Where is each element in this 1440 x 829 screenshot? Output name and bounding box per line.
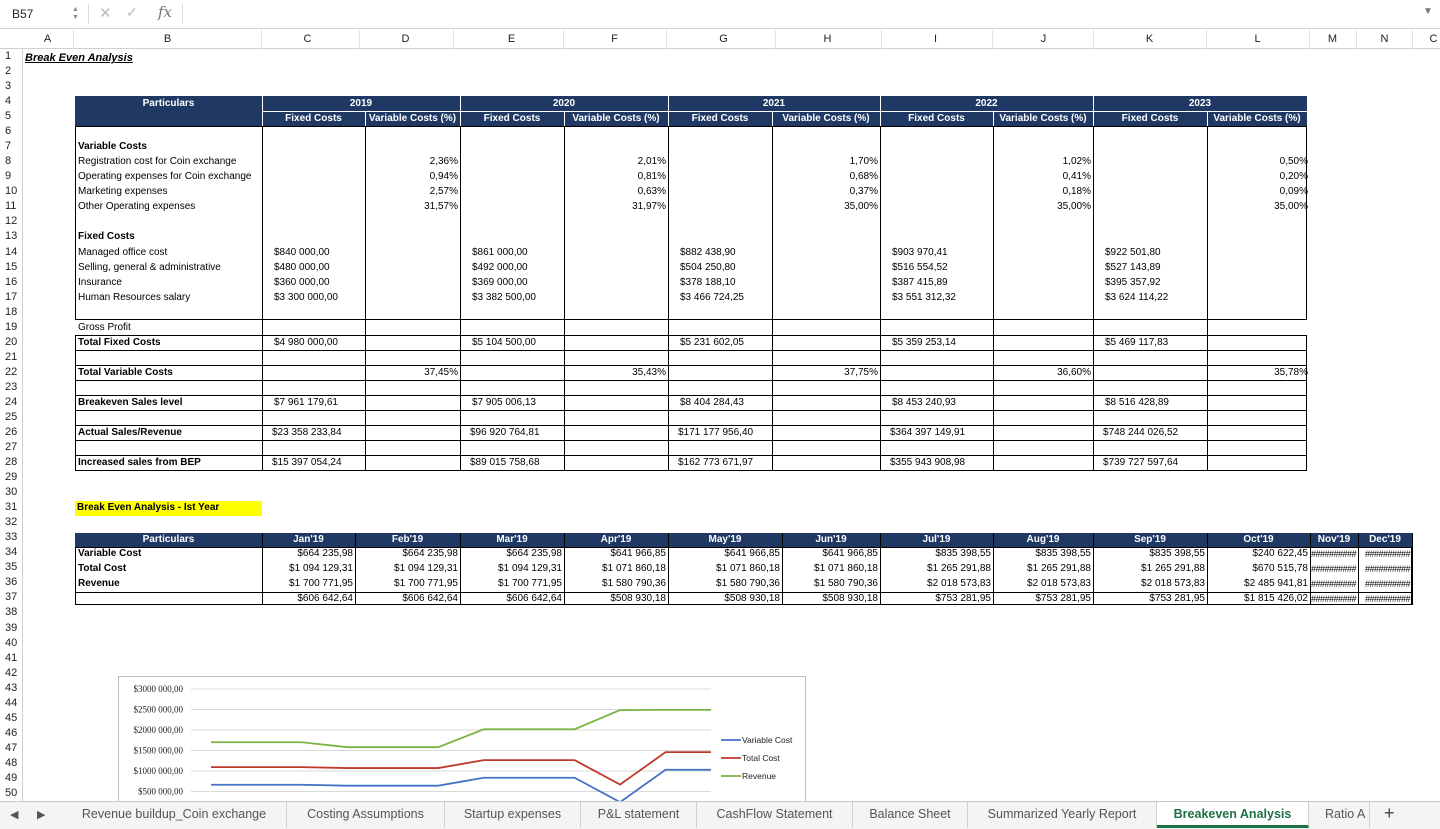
breakeven-value: $8 516 428,89 [1105, 396, 1169, 408]
legend-label: Total Cost [742, 753, 780, 763]
monthly-value: $508 930,18 [610, 593, 666, 605]
fixed-cost-value: $922 501,80 [1105, 246, 1161, 258]
total-fixed-value: $4 980 000,00 [274, 336, 338, 348]
row-label: Revenue [78, 578, 120, 590]
fixed-cost-value: $882 438,90 [680, 246, 736, 258]
row-header[interactable]: 13 [5, 230, 18, 243]
monthly-value: $835 398,55 [1035, 548, 1091, 560]
total-fixed-value: $5 359 253,14 [892, 336, 956, 348]
monthly-value: ########## [1310, 579, 1356, 590]
row-header[interactable]: 43 [5, 681, 18, 694]
row-header[interactable]: 2 [5, 65, 12, 78]
actual-sales-value: $364 397 149,91 [890, 427, 966, 438]
blank-row [75, 380, 1307, 396]
monthly-value: $508 930,18 [724, 593, 780, 605]
add-sheet-button[interactable]: + [1384, 803, 1395, 823]
fixed-cost-value: $360 000,00 [274, 276, 330, 288]
monthly-value: ########## [1310, 549, 1356, 560]
monthly-value: $2 485 941,81 [1244, 578, 1308, 590]
series-line-total-cost [211, 752, 711, 784]
month-header: Oct'19 [1243, 534, 1274, 546]
column-header-m[interactable]: M [1309, 30, 1357, 49]
variable-costs-header: Variable Costs (%) [782, 113, 870, 125]
month-header: Feb'19 [391, 534, 424, 546]
function-icon[interactable]: fx [158, 3, 173, 21]
monthly-value: $606 642,64 [402, 593, 458, 605]
sheet-tab-startup-expenses[interactable]: Startup expenses [445, 802, 581, 828]
year-header: 2020 [552, 98, 576, 110]
actual-sales-value: $748 244 026,52 [1103, 427, 1179, 438]
row-header[interactable]: 41 [5, 651, 18, 664]
variable-cost-value: 2,01% [637, 156, 666, 168]
fixed-cost-value: $840 000,00 [274, 246, 330, 258]
fixed-cost-value: $3 466 724,25 [680, 291, 744, 303]
row-header[interactable]: 40 [5, 636, 18, 649]
month-header: Mar'19 [496, 534, 528, 546]
row-label: Gross Profit [78, 321, 131, 333]
monthly-value: $835 398,55 [935, 548, 991, 560]
monthly-value: $1 265 291,88 [1141, 563, 1205, 575]
month-header: May'19 [708, 534, 742, 546]
column-header-a[interactable]: A [22, 30, 74, 49]
month-header: Jan'19 [293, 534, 324, 546]
column-header-bar [0, 30, 1440, 49]
month-header: Aug'19 [1026, 534, 1060, 546]
y-tick-label: $1000 000,00 [133, 766, 183, 776]
fixed-costs-header: Fixed Costs [285, 113, 342, 125]
fixed-cost-value: $378 188,10 [680, 276, 736, 288]
fixed-cost-value: $3 382 500,00 [472, 291, 536, 303]
monthly-value: $1 071 860,18 [716, 563, 780, 575]
variable-cost-value: 31,57% [424, 201, 458, 213]
row-header[interactable]: 24 [5, 395, 18, 408]
monthly-value: $1 580 790,36 [814, 578, 878, 590]
variable-costs-header: Variable Costs (%) [368, 113, 457, 125]
monthly-value: $1 580 790,36 [602, 578, 666, 590]
monthly-value: $1 071 860,18 [602, 563, 666, 575]
row-header[interactable]: 36 [5, 576, 18, 589]
fixed-cost-value: $395 357,92 [1105, 276, 1161, 288]
row-label: Total Fixed Costs [78, 336, 161, 348]
fixed-cost-value: $492 000,00 [472, 261, 528, 273]
row-header[interactable]: 42 [5, 666, 18, 679]
actual-sales-value: $171 177 956,40 [678, 427, 754, 438]
row-header[interactable]: 49 [5, 771, 18, 784]
row-header-bar [0, 49, 23, 801]
divider [182, 4, 183, 24]
monthly-value: ########## [1310, 564, 1356, 575]
header-divider [993, 111, 994, 126]
total-variable-value: 35,43% [632, 366, 666, 378]
breakeven-value: $8 404 284,43 [680, 396, 744, 408]
section-label: Fixed Costs [78, 231, 135, 243]
particulars-header: Particulars [142, 534, 195, 546]
variable-cost-value: 35,00% [844, 201, 878, 213]
increased-sales-value: $15 397 054,24 [272, 457, 342, 469]
total-fixed-value: $5 231 602,05 [680, 336, 744, 348]
monthly-value: $606 642,64 [297, 593, 353, 605]
monthly-value: $1 094 129,31 [394, 563, 458, 575]
y-tick-label: $500 000,00 [138, 786, 183, 797]
confirm-icon[interactable]: ✓ [126, 4, 138, 20]
fixed-cost-value: $861 000,00 [472, 246, 528, 258]
variable-cost-value: 0,37% [849, 186, 878, 198]
column-header-j[interactable]: J [994, 30, 1094, 49]
monthly-value: $753 281,95 [1035, 593, 1091, 605]
year-header: 2021 [762, 98, 786, 110]
grid-line [880, 126, 881, 350]
monthly-value: $664 235,98 [506, 548, 562, 560]
scroll-left-icon[interactable]: ◀ [10, 809, 19, 821]
column-header-k[interactable]: K [1093, 30, 1207, 49]
row-label: Increased sales from BEP [78, 457, 201, 469]
monthly-value: ########## [1310, 594, 1356, 605]
row-header[interactable]: 34 [5, 546, 18, 559]
row-header[interactable]: 29 [5, 471, 18, 484]
row-header[interactable]: 21 [5, 350, 18, 363]
row-header[interactable]: 46 [5, 726, 18, 739]
increased-sales-value: $355 943 908,98 [890, 457, 966, 469]
y-tick-label: $2500 000,00 [133, 704, 183, 715]
divider [88, 4, 89, 24]
sheet-tab-costing-assumptions[interactable]: Costing Assumptions [287, 802, 445, 828]
monthly-value: $240 622,45 [1252, 548, 1308, 560]
column-header-c[interactable]: C [257, 30, 360, 49]
row-header[interactable]: 23 [5, 380, 18, 393]
monthly-value: $641 966,85 [822, 548, 878, 560]
variable-costs-header: Variable Costs (%) [1213, 113, 1301, 125]
monthly-value: $664 235,98 [402, 548, 458, 560]
grid-line [460, 126, 461, 350]
year-header: 2022 [975, 98, 998, 110]
column-header-h[interactable]: H [774, 30, 882, 49]
increased-sales-value: $89 015 758,68 [470, 457, 540, 469]
variable-cost-value: 1,02% [1062, 156, 1091, 168]
row-header[interactable]: 16 [5, 275, 18, 288]
row-header[interactable]: 22 [5, 365, 18, 378]
fixed-costs-header: Fixed Costs [691, 113, 749, 125]
variable-cost-value: 0,94% [429, 171, 458, 183]
fixed-cost-value: $3 624 114,22 [1105, 291, 1169, 303]
row-label: Marketing expenses [78, 186, 168, 198]
monthly-value: $1 700 771,95 [394, 578, 458, 590]
sheet-title: Break Even Analysis [25, 52, 133, 64]
sheet-tab-p-l-statement[interactable]: P&L statement [581, 802, 697, 828]
blank-row [75, 410, 1307, 426]
row-header[interactable]: 45 [5, 711, 18, 724]
row-header[interactable]: 32 [5, 516, 18, 529]
grid-line [1093, 126, 1094, 350]
row-header[interactable]: 27 [5, 441, 18, 454]
header-divider [365, 111, 366, 126]
row-label: Insurance [78, 276, 122, 288]
variable-cost-value: 0,41% [1062, 171, 1091, 183]
sheet-tab-cashflow-statement[interactable]: CashFlow Statement [697, 802, 853, 828]
monthly-value: $606 642,64 [506, 593, 562, 605]
column-header-c[interactable]: C [1424, 30, 1440, 49]
month-header: Sep'19 [1134, 534, 1166, 546]
column-header-b[interactable]: B [75, 30, 262, 49]
increased-sales-value: $739 727 597,64 [1103, 457, 1179, 469]
variable-costs-header: Variable Costs (%) [999, 113, 1087, 125]
row-header[interactable]: 25 [5, 410, 18, 423]
variable-cost-value: 0,50% [1279, 156, 1308, 168]
variable-cost-value: 2,36% [429, 156, 458, 168]
monthly-value: $2 018 573,83 [927, 578, 991, 590]
legend-label: Variable Cost [742, 735, 793, 745]
column-header-e[interactable]: E [460, 30, 564, 49]
grid-line [668, 126, 669, 350]
variable-cost-value: 0,20% [1279, 171, 1308, 183]
total-fixed-value: $5 104 500,00 [472, 336, 536, 348]
row-header[interactable]: 31 [5, 501, 18, 514]
series-line-revenue [211, 710, 711, 747]
fixed-cost-value: $369 000,00 [472, 276, 528, 288]
monthly-value: ########## [1364, 564, 1410, 575]
monthly-value: $835 398,55 [1149, 548, 1205, 560]
monthly-value: $508 930,18 [822, 593, 878, 605]
sheet-tab-summarized-yearly-report[interactable]: Summarized Yearly Report [968, 802, 1157, 828]
monthly-value: ########## [1364, 549, 1410, 560]
monthly-value: $2 018 573,83 [1027, 578, 1091, 590]
variable-cost-value: 0,68% [849, 171, 878, 183]
scroll-right-icon[interactable]: ▶ [37, 809, 46, 821]
blank-row [75, 440, 1307, 456]
variable-cost-value: 35,00% [1274, 201, 1308, 213]
name-box-stepper-icon[interactable]: ▲ ▼ [72, 6, 79, 21]
monthly-value: $641 966,85 [724, 548, 780, 560]
row-header[interactable]: 4 [5, 95, 12, 108]
row-header[interactable]: 17 [5, 290, 18, 303]
breakeven-value: $7 905 006,13 [472, 396, 536, 408]
fixed-cost-value: $903 970,41 [892, 246, 948, 258]
fixed-cost-value: $480 000,00 [274, 261, 330, 273]
grid-line [262, 126, 263, 350]
monthly-title: Break Even Analysis - Ist Year [75, 501, 262, 516]
fixed-cost-value: $387 415,89 [892, 276, 948, 288]
breakeven-value: $7 961 179,61 [274, 396, 338, 408]
row-label: Managed office cost [78, 246, 168, 258]
y-tick-label: $1500 000,00 [133, 745, 183, 756]
monthly-value: $1 265 291,88 [1027, 563, 1091, 575]
row-header[interactable]: 3 [5, 80, 12, 93]
sheet-tab-balance-sheet[interactable]: Balance Sheet [853, 802, 968, 828]
row-header[interactable]: 37 [5, 591, 18, 604]
variable-cost-value: 0,81% [637, 171, 666, 183]
row-header[interactable]: 15 [5, 260, 18, 273]
monthly-value: $1 094 129,31 [289, 563, 353, 575]
row-label: Actual Sales/Revenue [78, 427, 182, 438]
variable-cost-value: 0,18% [1062, 186, 1091, 198]
row-header[interactable]: 33 [5, 531, 18, 544]
fixed-cost-value: $527 143,89 [1105, 261, 1161, 273]
month-header: Nov'19 [1317, 534, 1351, 546]
column-header-i[interactable]: I [880, 30, 993, 49]
row-header[interactable]: 48 [5, 756, 18, 769]
series-line-variable-cost [211, 770, 711, 802]
monthly-value: $2 018 573,83 [1141, 578, 1205, 590]
total-variable-value: 35,78% [1274, 366, 1308, 378]
row-header[interactable]: 12 [5, 215, 18, 228]
row-label: Variable Cost [78, 548, 142, 560]
y-tick-label: $3000 000,00 [133, 684, 183, 694]
variable-cost-value: 1,70% [849, 156, 878, 168]
fixed-costs-header: Fixed Costs [908, 113, 965, 125]
row-header[interactable]: 9 [5, 170, 12, 183]
row-header[interactable]: 6 [5, 125, 12, 138]
section-label: Variable Costs [78, 141, 147, 153]
breakeven-value: $8 453 240,93 [892, 396, 956, 408]
monthly-value: $1 580 790,36 [716, 578, 780, 590]
monthly-value: $1 815 426,02 [1244, 593, 1308, 605]
chevron-down-icon[interactable]: ▼ [1423, 6, 1433, 17]
line-chart[interactable] [118, 676, 806, 806]
legend-label: Revenue [742, 771, 777, 781]
sheet-tab-ratio-a[interactable]: Ratio A [1309, 802, 1370, 828]
monthly-value: $1 700 771,95 [289, 578, 353, 590]
fixed-costs-header: Fixed Costs [1121, 113, 1179, 125]
blank-row [75, 350, 1307, 366]
monthly-value: $753 281,95 [935, 593, 991, 605]
header-divider [1207, 111, 1208, 126]
row-header[interactable]: 20 [5, 335, 18, 348]
row-header[interactable]: 7 [5, 140, 12, 153]
variable-cost-value: 2,57% [429, 186, 458, 198]
cancel-icon[interactable]: ✕ [99, 5, 112, 22]
column-header-f[interactable]: F [563, 30, 667, 49]
row-header[interactable]: 38 [5, 606, 18, 619]
monthly-value: $1 700 771,95 [498, 578, 562, 590]
monthly-value: $641 966,85 [610, 548, 666, 560]
y-tick-label: $2000 000,00 [133, 725, 183, 735]
month-header: Jun'19 [815, 534, 847, 546]
monthly-value: $664 235,98 [297, 548, 353, 560]
year-header: 2019 [349, 98, 373, 110]
sheet-tab-bar [0, 801, 1440, 829]
fixed-cost-value: $3 300 000,00 [274, 291, 338, 303]
variable-cost-value: 0,09% [1279, 186, 1308, 198]
row-label: Total Variable Costs [78, 366, 173, 378]
column-header-l[interactable]: L [1207, 30, 1310, 49]
total-variable-value: 37,45% [424, 366, 458, 378]
variable-cost-value: 31,97% [632, 201, 666, 213]
header-divider [564, 111, 565, 126]
actual-sales-value: $96 920 764,81 [470, 427, 540, 438]
month-header: Apr'19 [600, 534, 632, 546]
total-fixed-value: $5 469 117,83 [1105, 336, 1169, 348]
row-label: Total Cost [78, 563, 127, 575]
increased-sales-value: $162 773 671,97 [678, 457, 754, 469]
row-header[interactable]: 35 [5, 561, 18, 574]
fixed-cost-value: $516 554,52 [892, 261, 948, 273]
row-header[interactable]: 10 [5, 185, 18, 198]
row-header[interactable]: 5 [5, 110, 12, 123]
row-header[interactable]: 28 [5, 456, 18, 469]
variable-cost-value: 0,63% [637, 186, 666, 198]
monthly-value: ########## [1364, 579, 1410, 590]
column-header-g[interactable]: G [672, 30, 776, 49]
chart-canvas [119, 677, 806, 806]
row-label: Other Operating expenses [78, 201, 196, 213]
row-header[interactable]: 1 [5, 50, 12, 62]
grid-line [1412, 533, 1413, 605]
row-header[interactable]: 30 [5, 486, 18, 499]
column-header-d[interactable]: D [359, 30, 454, 49]
fixed-costs-header: Fixed Costs [483, 113, 541, 125]
name-box[interactable]: B57 [12, 7, 34, 21]
variable-costs-header: Variable Costs (%) [572, 113, 660, 125]
row-header[interactable]: 14 [5, 245, 18, 258]
monthly-value: $1 071 860,18 [814, 563, 878, 575]
formula-bar [0, 0, 1440, 29]
row-header[interactable]: 44 [5, 696, 18, 709]
particulars-header: Particulars [142, 98, 195, 110]
formula-input[interactable] [190, 4, 1410, 25]
monthly-value: $670 515,78 [1252, 563, 1308, 575]
month-header: Dec'19 [1369, 534, 1401, 546]
monthly-value: $1 094 129,31 [498, 563, 562, 575]
row-header[interactable]: 47 [5, 741, 18, 754]
monthly-value: $1 265 291,88 [927, 563, 991, 575]
row-header[interactable]: 39 [5, 621, 18, 634]
row-header[interactable]: 18 [5, 305, 18, 318]
header-divider [772, 111, 773, 126]
row-label: Breakeven Sales level [78, 396, 183, 408]
row-label: Operating expenses for Coin exchange [78, 171, 252, 183]
sheet-tab-breakeven-analysis[interactable]: Breakeven Analysis [1157, 802, 1309, 828]
sheet-tab-revenue-buildup-coin-exchange[interactable]: Revenue buildup_Coin exchange [62, 802, 287, 828]
row-label: Human Resources salary [78, 291, 191, 303]
header-divider [262, 111, 1307, 112]
row-header[interactable]: 50 [5, 786, 18, 799]
total-variable-value: 37,75% [844, 366, 878, 378]
row-header[interactable]: 19 [5, 320, 18, 333]
row-label: Registration cost for Coin exchange [78, 156, 237, 168]
row-header[interactable]: 11 [5, 200, 17, 213]
row-label: Selling, general & administrative [78, 261, 221, 273]
month-header: Jul'19 [922, 534, 951, 546]
actual-sales-value: $23 358 233,84 [272, 427, 342, 438]
monthly-value: ########## [1364, 594, 1410, 605]
row-header[interactable]: 26 [5, 426, 18, 438]
row-header[interactable]: 8 [5, 155, 12, 168]
year-header: 2023 [1188, 98, 1212, 110]
monthly-value: $753 281,95 [1149, 593, 1205, 605]
variable-cost-value: 35,00% [1057, 201, 1091, 213]
fixed-cost-value: $504 250,80 [680, 261, 736, 273]
total-variable-value: 36,60% [1057, 366, 1091, 378]
fixed-cost-value: $3 551 312,32 [892, 291, 956, 303]
column-header-n[interactable]: N [1358, 30, 1413, 49]
